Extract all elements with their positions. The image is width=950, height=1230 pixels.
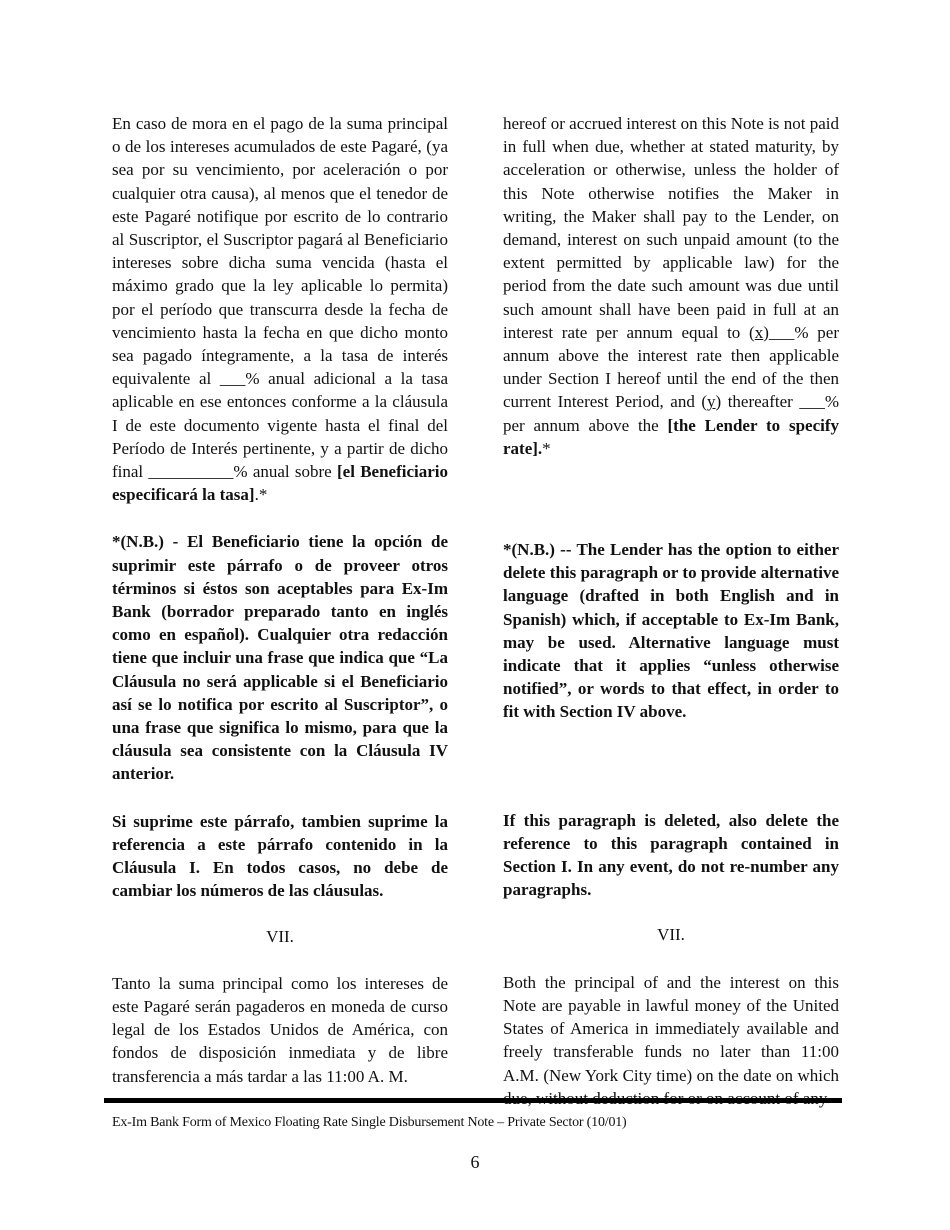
payment-paragraph-en: Both the principal of and the interest on this Note are payable in lawful money of the United States of America in immediately available and freely transferable funds no later than 11:00 A.M. (New York City time) on the date on which xyxy=(503,972,839,1085)
footer-form-name: Ex-Im Bank Form of Mexico Floating Rate Single Disbursement Note – Private Sector (10/01) xyxy=(112,1115,627,1130)
default-interest-text-en-1: hereof or accrued interest on this Note is not paid in full when due, whether at stated maturity, by acceleration or otherwise, unless the holder of this Note otherwise notifies the Maker in writing, the Maker shall pay to the Lender, on demand, interest on such unpaid amount (to the extent permitted by applicable law) for the period from the date such amount was due until such amount shall have been paid in full at an interest rate per annum equal to ( xyxy=(503,114,839,342)
nb-note-en: *(N.B.) -- The Lender has the option to either delete this paragraph or to provide alternative language (drafted in both English and in Spanish) which, if acceptable to Ex-Im Bank, may be used. Alternative language must indicate that it applies “unless otherwise notified”, or words to that effect, in order to fit with Section IV above. xyxy=(503,540,839,722)
delete-note-es: Si suprime este párrafo, tambien suprime la referencia a este párrafo contenido in la Cláusula I. En todos casos, no debe de cambiar los números de las cláusulas. xyxy=(112,811,448,901)
asterisk-es: .* xyxy=(254,485,268,505)
payment-paragraph-es: Tanto la suma principal como los intereses de este Pagaré serán pagaderos en moneda de curso legal de los Estados Unidos de América, con fondos de disposición inmediata y de libre transferencia a más tardar a las 11:00 A. M. xyxy=(112,973,448,1086)
default-interest-text-es: En caso de mora en el pago de la suma principal o de los intereses acumulados de este Pagaré, (ya sea por su vencimiento, por aceleración o por cualquier otra causa), al menos que el tenedor de este Pagaré notifique por escrito de lo contrario al Suscriptor, el Suscriptor pagará al Beneficiario intereses sobre dicha suma vencida (hasta el máximo grado que la ley aplicable lo permita) por el período que transcurra desde la fecha de vencimiento hasta la fecha en que dicho monto sea pagado íntegramente, a la tasa de interés equivalente al ___% anual adicional a la tasa aplicable en ese entonces conforme a la cláusula I de este documento vigente hasta el final del Período de Interés pertinente, y a partir de dicho final __________% anual sobre xyxy=(112,114,448,482)
default-interest-paragraph-es xyxy=(112,112,448,506)
english-column xyxy=(503,112,839,1110)
section-heading-en: VII. xyxy=(657,925,685,945)
footer-rule xyxy=(104,1098,842,1103)
delete-note-en: If this paragraph is deleted, also delete the reference to this paragraph contained in Section I. In any event, do not re-number any paragraphs. xyxy=(503,810,839,900)
rate-placeholder-en: [the Lender to specify rate]. xyxy=(503,415,839,458)
page-number: 6 xyxy=(470,1152,480,1172)
marker-x: x xyxy=(754,322,764,342)
default-interest-paragraph-en xyxy=(503,112,839,460)
marker-y: y xyxy=(707,392,716,412)
asterisk-en: * xyxy=(542,438,551,458)
section-heading-es: VII. xyxy=(266,926,294,946)
spanish-column xyxy=(112,112,448,1088)
default-interest-text-en-3: ) thereafter ___% per annum above the xyxy=(503,392,840,435)
nb-note-es: *(N.B.) - El Beneficiario tiene la opción de suprimir este párrafo o de proveer otros términos si éstos son aceptables para Ex-Im Bank (borrador preparado tanto en inglés como en español). Cualquier otra redacción tiene que incluir una frase que indica que “La Cláusula no será applicable si el Beneficiario así se lo notifica por escrito al Suscriptor”, o una frase que significa lo mismo, para que la cláusula sea consistente con la Cláusula IV anterior. xyxy=(112,532,448,784)
default-interest-text-en-2: )___% per annum above the interest rate then applicable under Section I hereof until the end of the then current Interest Period, and ( xyxy=(503,322,840,412)
rate-placeholder-es: [el Beneficiario especificará la tasa] xyxy=(112,462,448,505)
